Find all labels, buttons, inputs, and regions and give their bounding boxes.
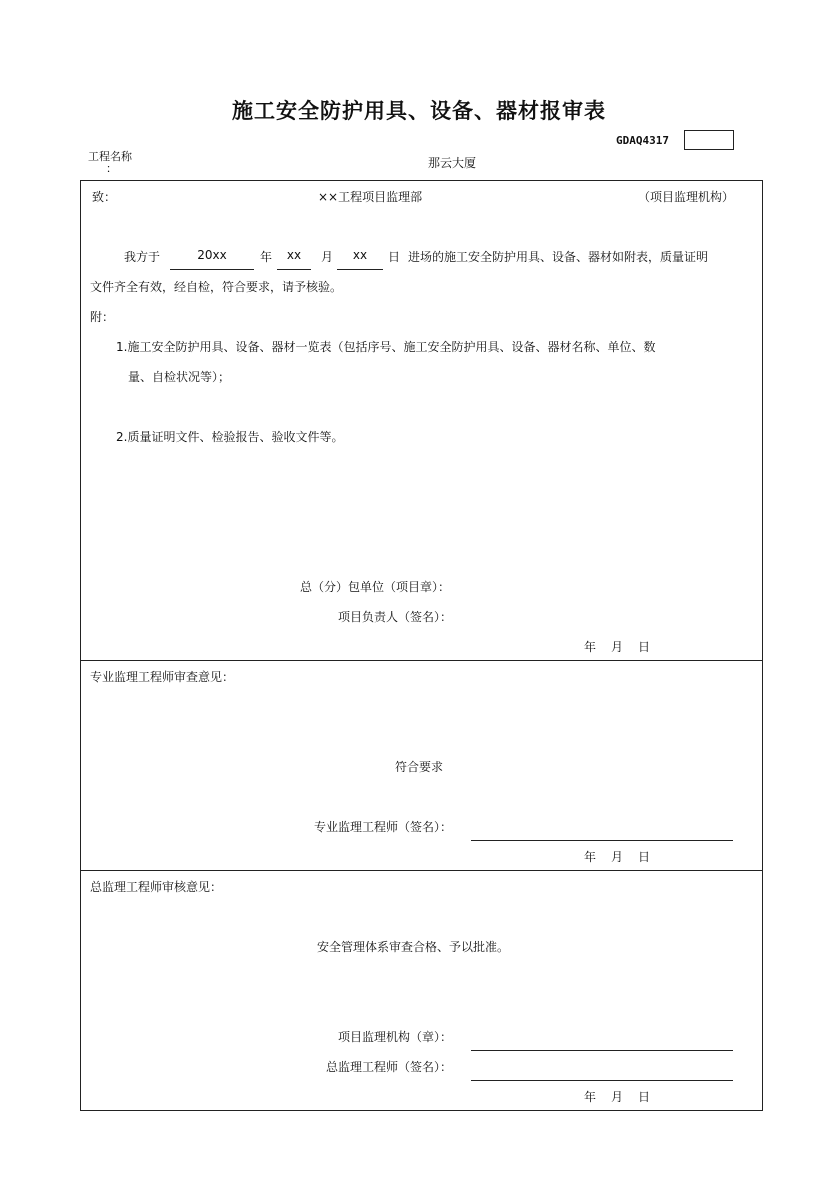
year-value[interactable]: 20xx: [197, 248, 227, 262]
chief-signature-line[interactable]: [471, 1080, 733, 1081]
project-name-label: 工程名称: [88, 150, 132, 163]
supervision-org-seal-line[interactable]: [471, 1050, 733, 1051]
project-name-value: 那云大厦: [428, 156, 477, 170]
engineer-opinion: 符合要求: [395, 760, 444, 774]
para-prefix: 我方于: [124, 250, 161, 264]
month-value[interactable]: xx: [286, 248, 302, 262]
month-label: 月: [321, 250, 334, 264]
para-text: 进场的施工安全防护用具、设备、器材如附表，质量证明: [408, 250, 709, 264]
date-year-label: 年: [584, 1090, 597, 1104]
recipient-note: （项目监理机构）: [638, 190, 735, 204]
day-label: 日: [388, 250, 401, 264]
chief-sign-label: 总监理工程师（签名）：: [326, 1060, 453, 1074]
section-divider-2: [80, 870, 762, 871]
attachment-label: 附：: [90, 310, 115, 324]
date-year-label: 年: [584, 850, 597, 864]
engineer-review-heading: 专业监理工程师审查意见：: [90, 670, 235, 684]
date-year-label: 年: [584, 640, 597, 654]
day-underline: [337, 269, 383, 270]
form-frame: [80, 180, 763, 1111]
year-label: 年: [260, 250, 273, 264]
engineer-signature-line[interactable]: [471, 840, 733, 841]
date-month-label: 月: [611, 1090, 624, 1104]
form-number-field[interactable]: [684, 130, 734, 150]
project-name-colon: ：: [106, 162, 117, 175]
chief-review-heading: 总监理工程师审核意见：: [90, 880, 223, 894]
date-month-label: 月: [611, 850, 624, 864]
year-underline: [170, 269, 254, 270]
date-day-label: 日: [638, 1090, 651, 1104]
date-day-label: 日: [638, 640, 651, 654]
engineer-sign-label: 专业监理工程师（签名）：: [314, 820, 453, 834]
recipient-name: ××工程项目监理部: [318, 190, 423, 204]
section-divider-1: [80, 660, 762, 661]
page-title: 施工安全防护用具、设备、器材报审表: [232, 99, 606, 123]
day-value[interactable]: xx: [352, 248, 368, 262]
to-label: 致：: [92, 190, 117, 204]
attachment-item-2: 2.质量证明文件、检验报告、验收文件等。: [116, 430, 344, 444]
month-underline: [277, 269, 311, 270]
chief-opinion: 安全管理体系审查合格、予以批准。: [317, 940, 510, 954]
date-month-label: 月: [611, 640, 624, 654]
attachment-item-1: 1.施工安全防护用具、设备、器材一览表（包括序号、施工安全防护用具、设备、器材名称、单位、数: [116, 340, 656, 354]
project-manager-sign-label: 项目负责人（签名）：: [338, 610, 453, 624]
para-line2: 文件齐全有效，经自检，符合要求，请予核验。: [90, 280, 343, 294]
attachment-item-1-cont: 量、自检状况等）；: [128, 370, 231, 384]
form-code: GDAQ4317: [616, 134, 669, 147]
supervision-org-seal-label: 项目监理机构（章）：: [338, 1030, 453, 1044]
date-day-label: 日: [638, 850, 651, 864]
contractor-seal-label: 总（分）包单位（项目章）：: [300, 580, 451, 594]
